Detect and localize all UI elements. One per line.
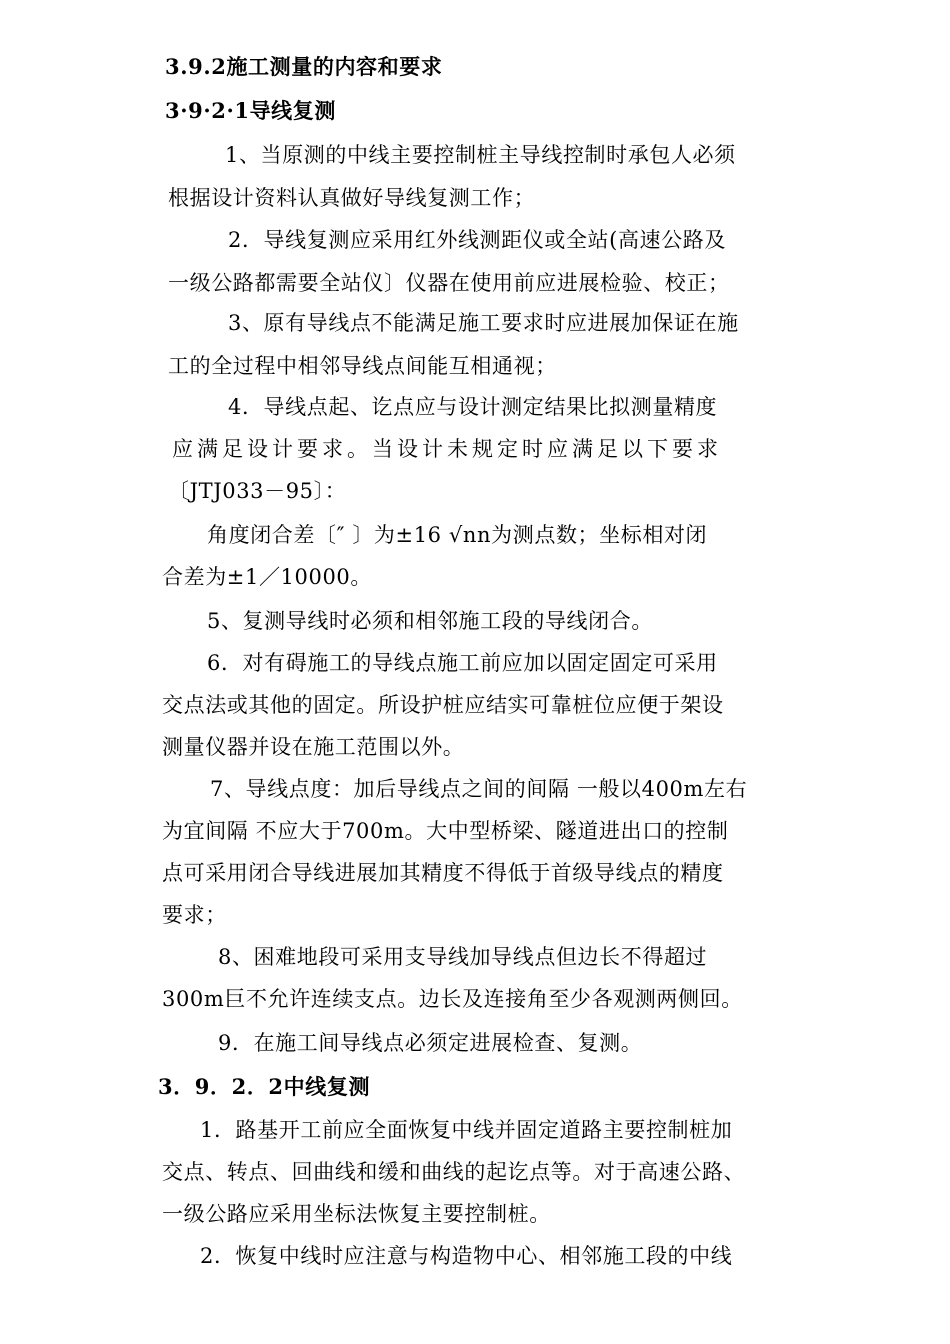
paragraph-line: 2．恢复中线时应注意与构造物中心、相邻施工段的中线: [200, 1244, 733, 1268]
paragraph-line: 9．在施工间导线点必须定进展检查、复测。: [218, 1031, 643, 1055]
paragraph-line: 5、复测导线时必须和相邻施工段的导线闭合。: [207, 609, 653, 633]
paragraph-line: 要求；: [162, 903, 227, 927]
paragraph-line: 300m巨不允许连续支点。边长及连接角至少各观测两侧回。: [162, 987, 743, 1011]
paragraph-line: 测量仪器并设在施工范围以外。: [162, 735, 465, 759]
paragraph-line: 一级公路应采用坐标法恢复主要控制桩。: [162, 1202, 551, 1226]
paragraph-line: 合差为±1／10000。: [162, 565, 372, 589]
paragraph-line: 一级公路都需要全站仪〕仪器在使用前应进展检验、校正；: [168, 271, 730, 295]
paragraph-line: 7、导线点度：加后导线点之间的间隔 一般以400m左右: [210, 777, 748, 801]
paragraph-line: 3、原有导线点不能满足施工要求时应进展加保证在施: [228, 311, 739, 335]
paragraph-line: 根据设计资料认真做好导线复测工作；: [168, 186, 536, 210]
paragraph-line: 4．导线点起、讫点应与设计测定结果比拟测量精度: [228, 395, 718, 419]
section-heading: 3.9.2施工测量的内容和要求: [165, 54, 443, 79]
paragraph-line: 1、当原测的中线主要控制桩主导线控制时承包人必须: [225, 143, 736, 167]
paragraph-line: 工的全过程中相邻导线点间能互相通视；: [168, 354, 557, 378]
paragraph-line: 交点法或其他的固定。所设护桩应结实可靠桩位应便于架设: [162, 693, 724, 717]
paragraph-line: 角度闭合差〔″ 〕为±16 √nn为测点数；坐标相对闭: [207, 523, 708, 547]
subsection-heading: 3·9·2·1导线复测: [165, 98, 336, 123]
paragraph-line: 交点、转点、回曲线和缓和曲线的起讫点等。对于高速公路、: [162, 1160, 746, 1184]
paragraph-line: 〔JTJ033－95〕：: [168, 479, 347, 503]
paragraph-line: 2．导线复测应采用红外线测距仪或全站(高速公路及: [228, 228, 726, 252]
paragraph-line: 6．对有碍施工的导线点施工前应加以固定固定可采用: [207, 651, 718, 675]
paragraph-line: 点可采用闭合导线进展加其精度不得低于首级导线点的精度: [162, 861, 724, 885]
paragraph-line: 为宜间隔 不应大于700m。大中型桥梁、隧道进出口的控制: [162, 819, 729, 843]
subsection-heading: 3．9．2．2中线复测: [158, 1074, 371, 1099]
paragraph-line: 1．路基开工前应全面恢复中线并固定道路主要控制桩加: [200, 1118, 733, 1142]
paragraph-line: 应满足设计要求。当设计未规定时应满足以下要求: [172, 437, 722, 461]
paragraph-line: 8、困难地段可采用支导线加导线点但边长不得超过: [218, 945, 708, 969]
